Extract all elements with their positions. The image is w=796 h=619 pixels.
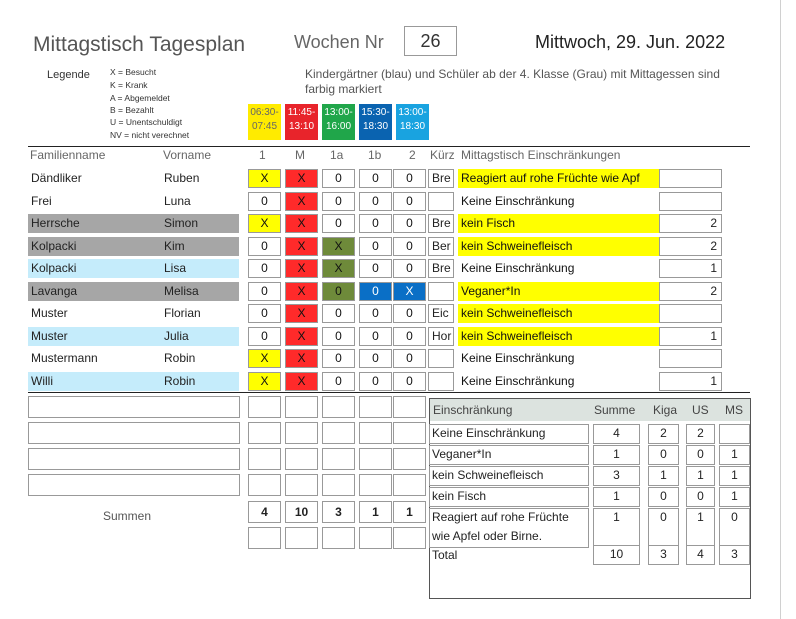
count-cell[interactable]: 1 — [659, 327, 722, 346]
summary-label-border — [429, 487, 589, 507]
time-slot-badge: 11:45-13:10 — [285, 104, 318, 140]
attendance-cell-c1b[interactable]: 0 — [359, 327, 392, 346]
attendance-cell-cM[interactable]: X — [285, 237, 318, 256]
attendance-cell-c2[interactable]: 0 — [393, 237, 426, 256]
col-header-2: 2 — [409, 148, 416, 162]
attendance-cell-c1[interactable]: 0 — [248, 237, 281, 256]
attendance-cell-c1b[interactable]: 0 — [359, 237, 392, 256]
summary-header-einschraenkung: Einschränkung — [433, 403, 513, 417]
header-top-rule — [28, 146, 750, 147]
empty-attendance-cell[interactable] — [248, 448, 281, 470]
total-cell: 10 — [285, 501, 318, 523]
count-cell[interactable]: 2 — [659, 282, 722, 301]
col-header-1b: 1b — [368, 148, 382, 162]
kurz-cell[interactable] — [428, 372, 454, 391]
attendance-cell-c2[interactable]: 0 — [393, 192, 426, 211]
legend-item: B = Bezahlt — [110, 105, 154, 115]
col-header-1: 1 — [259, 148, 266, 162]
summary-total-kiga-cell: 3 — [648, 545, 679, 565]
legend-item: U = Unentschuldigt — [110, 117, 183, 127]
legend-note: Kindergärtner (blau) und Schüler ab der 4. Klasse (Grau) mit Mittagessen sind farbig markiert — [305, 67, 720, 96]
attendance-cell-c1a[interactable]: 0 — [322, 192, 355, 211]
summary-row-label: kein Fisch — [432, 489, 487, 503]
attendance-cell-c2[interactable]: 0 — [393, 327, 426, 346]
empty-total-cell[interactable] — [359, 527, 392, 549]
attendance-cell-c2[interactable]: 0 — [393, 349, 426, 368]
attendance-cell-c1b[interactable]: 0 — [359, 349, 392, 368]
attendance-cell-c2[interactable]: 0 — [393, 214, 426, 233]
attendance-cell-c1b[interactable]: 0 — [359, 282, 392, 301]
col-header-vorname: Vorname — [163, 148, 212, 162]
empty-attendance-cell[interactable] — [359, 396, 392, 418]
attendance-cell-cM[interactable]: X — [285, 259, 318, 278]
summary-us-cell: 2 — [686, 424, 715, 444]
empty-attendance-cell[interactable] — [359, 474, 392, 496]
count-cell[interactable] — [659, 192, 722, 211]
total-cell: 4 — [248, 501, 281, 523]
summary-us-cell: 1 — [686, 466, 715, 486]
col-header-1a: 1a — [330, 148, 344, 162]
attendance-cell-cM[interactable]: X — [285, 169, 318, 188]
summary-kiga-cell: 1 — [648, 466, 679, 486]
empty-attendance-cell[interactable] — [285, 474, 318, 496]
attendance-cell-c1[interactable]: 0 — [248, 259, 281, 278]
attendance-cell-cM[interactable]: X — [285, 327, 318, 346]
first-name-cell[interactable]: Simon — [161, 214, 239, 233]
attendance-cell-c1b[interactable]: 0 — [359, 214, 392, 233]
empty-total-cell[interactable] — [248, 527, 281, 549]
restriction-cell[interactable]: kein Fisch — [458, 214, 659, 233]
attendance-cell-c1[interactable]: 0 — [248, 304, 281, 323]
restriction-cell[interactable]: Veganer*In — [458, 282, 659, 301]
first-name-cell[interactable]: Luna — [164, 193, 191, 208]
restriction-cell[interactable]: kein Schweinefleisch — [458, 304, 659, 323]
empty-attendance-cell[interactable] — [322, 448, 355, 470]
col-header-einschraenkungen: Mittagstisch Einschränkungen — [461, 148, 621, 162]
attendance-cell-cM[interactable]: X — [285, 192, 318, 211]
summary-header-ms: MS — [725, 403, 743, 417]
attendance-cell-c1a[interactable]: X — [322, 259, 355, 278]
summary-row-label: Veganer*In — [432, 447, 492, 461]
summary-ms-cell: 1 — [719, 445, 750, 465]
time-slot-badge: 13:00-18:30 — [396, 104, 429, 140]
attendance-cell-c1a[interactable]: 0 — [322, 327, 355, 346]
summary-label-border — [429, 508, 589, 548]
kurz-cell[interactable] — [428, 282, 454, 301]
summary-kiga-cell: 0 — [648, 508, 679, 548]
first-name-cell[interactable]: Robin — [161, 372, 239, 391]
summary-us-cell: 0 — [686, 487, 715, 507]
empty-attendance-cell[interactable] — [393, 422, 426, 444]
legend-heading: Legende — [47, 69, 90, 81]
attendance-cell-c1a[interactable]: 0 — [322, 372, 355, 391]
attendance-cell-c1b[interactable]: 0 — [359, 372, 392, 391]
empty-attendance-cell[interactable] — [393, 474, 426, 496]
first-name-cell[interactable]: Kim — [161, 237, 239, 256]
kurz-cell[interactable]: Ber — [428, 237, 454, 256]
empty-attendance-cell[interactable] — [322, 396, 355, 418]
summary-label-border — [429, 466, 589, 486]
count-cell[interactable] — [659, 169, 722, 188]
restriction-cell[interactable]: Keine Einschränkung — [461, 193, 575, 208]
first-name-cell[interactable]: Lisa — [161, 259, 239, 278]
summary-total-ms-cell: 3 — [719, 545, 750, 565]
count-cell[interactable]: 2 — [659, 214, 722, 233]
kurz-cell[interactable] — [428, 349, 454, 368]
first-name-cell[interactable]: Ruben — [164, 171, 200, 185]
restriction-cell[interactable]: kein Schweinefleisch — [458, 237, 659, 256]
attendance-cell-c1b[interactable]: 0 — [359, 259, 392, 278]
summary-us-cell: 1 — [686, 508, 715, 548]
totals-label: Summen — [103, 509, 152, 523]
count-cell[interactable] — [659, 349, 722, 368]
empty-attendance-cell[interactable] — [248, 422, 281, 444]
attendance-cell-c1a[interactable]: 0 — [322, 304, 355, 323]
summary-us-cell: 0 — [686, 445, 715, 465]
time-slot-badge: 06:30-07:45 — [248, 104, 281, 140]
empty-attendance-cell[interactable] — [322, 422, 355, 444]
count-cell[interactable] — [659, 304, 722, 323]
kurz-cell[interactable]: Bre — [428, 214, 454, 233]
attendance-cell-c1[interactable]: X — [248, 214, 281, 233]
attendance-cell-c1b[interactable]: 0 — [359, 304, 392, 323]
total-cell: 3 — [322, 501, 355, 523]
time-slot-badge: 13:00-16:00 — [322, 104, 355, 140]
summary-row-label: Reagiert auf rohe Früchte wie Apfel oder Birne. — [432, 510, 569, 543]
attendance-cell-c1[interactable]: X — [248, 349, 281, 368]
family-name-cell[interactable]: Willi — [28, 372, 239, 391]
summary-header-kiga: Kiga — [653, 403, 678, 417]
empty-attendance-cell[interactable] — [322, 474, 355, 496]
attendance-cell-c1[interactable]: X — [248, 169, 281, 188]
first-name-cell[interactable]: Julia — [161, 327, 239, 346]
empty-row-field[interactable] — [28, 422, 240, 444]
empty-attendance-cell[interactable] — [393, 448, 426, 470]
attendance-cell-cM[interactable]: X — [285, 372, 318, 391]
empty-total-cell[interactable] — [322, 527, 355, 549]
attendance-cell-c1a[interactable]: 0 — [322, 282, 355, 301]
summary-ms-cell — [719, 424, 750, 444]
restriction-cell[interactable]: Keine Einschränkung — [461, 351, 575, 365]
summary-label-border — [429, 445, 589, 465]
attendance-cell-c2[interactable]: 0 — [393, 372, 426, 391]
restriction-cell[interactable]: Reagiert auf rohe Früchte wie Apf — [458, 169, 659, 188]
attendance-cell-c1a[interactable]: 0 — [322, 349, 355, 368]
legend-item: NV = nicht verechnet — [110, 130, 190, 140]
col-header-familienname: Familienname — [30, 148, 106, 162]
attendance-cell-c1[interactable]: 0 — [248, 282, 281, 301]
summary-kiga-cell: 2 — [648, 424, 679, 444]
date-display: Mittwoch, 29. Jun. 2022 — [535, 32, 726, 52]
empty-total-cell[interactable] — [285, 527, 318, 549]
count-cell[interactable]: 1 — [659, 259, 722, 278]
attendance-cell-c1[interactable]: X — [248, 372, 281, 391]
total-cell: 1 — [393, 501, 426, 523]
kurz-cell[interactable] — [428, 192, 454, 211]
attendance-cell-c1[interactable]: 0 — [248, 327, 281, 346]
restriction-cell[interactable]: kein Schweinefleisch — [458, 327, 659, 346]
legend-item: A = Abgemeldet — [110, 93, 170, 103]
empty-row-field[interactable] — [28, 474, 240, 496]
empty-row-field[interactable] — [28, 396, 240, 418]
family-name-cell[interactable]: Kolpacki — [28, 237, 239, 256]
week-label: Wochen Nr — [294, 32, 384, 52]
empty-attendance-cell[interactable] — [248, 474, 281, 496]
attendance-cell-cM[interactable]: X — [285, 282, 318, 301]
attendance-cell-cM[interactable]: X — [285, 304, 318, 323]
restriction-cell[interactable]: Keine Einschränkung — [461, 373, 575, 388]
family-name-cell[interactable]: Dändliker — [31, 171, 82, 185]
family-name-cell[interactable]: Kolpacki — [28, 259, 239, 278]
summary-ms-cell: 0 — [719, 508, 750, 548]
summary-label-border — [429, 424, 589, 444]
attendance-cell-c1b[interactable]: 0 — [359, 169, 392, 188]
empty-attendance-cell[interactable] — [359, 422, 392, 444]
summary-ms-cell: 1 — [719, 466, 750, 486]
attendance-cell-c2[interactable]: 0 — [393, 169, 426, 188]
attendance-cell-c1a[interactable]: X — [322, 237, 355, 256]
empty-total-cell[interactable] — [393, 527, 426, 549]
col-header-m: M — [295, 148, 305, 162]
family-name-cell[interactable]: Mustermann — [31, 351, 98, 365]
attendance-cell-c1b[interactable]: 0 — [359, 192, 392, 211]
empty-attendance-cell[interactable] — [285, 396, 318, 418]
kurz-cell[interactable]: Eic — [428, 304, 454, 323]
col-header-kurz: Kürz — [430, 148, 455, 162]
legend-item: K = Krank — [110, 80, 148, 90]
family-name-cell[interactable]: Muster — [28, 327, 239, 346]
empty-attendance-cell[interactable] — [285, 448, 318, 470]
summary-row-label: kein Schweinefleisch — [432, 468, 544, 482]
attendance-cell-c1a[interactable]: 0 — [322, 169, 355, 188]
summary-ms-cell: 1 — [719, 487, 750, 507]
total-cell: 1 — [359, 501, 392, 523]
summary-header-us: US — [692, 403, 709, 417]
summary-header-summe: Summe — [594, 403, 636, 417]
empty-attendance-cell[interactable] — [359, 448, 392, 470]
time-slot-badge: 15:30-18:30 — [359, 104, 392, 140]
attendance-cell-cM[interactable]: X — [285, 349, 318, 368]
attendance-cell-c1a[interactable]: 0 — [322, 214, 355, 233]
attendance-cell-c1[interactable]: 0 — [248, 192, 281, 211]
empty-attendance-cell[interactable] — [285, 422, 318, 444]
family-name-cell[interactable]: Muster — [31, 306, 68, 320]
summary-summe-cell: 1 — [593, 445, 640, 465]
family-name-cell[interactable]: Frei — [31, 193, 52, 208]
week-number-field[interactable]: 26 — [404, 26, 457, 56]
attendance-cell-c2[interactable]: X — [393, 282, 426, 301]
summary-total-summe-cell: 10 — [593, 545, 640, 565]
attendance-cell-c2[interactable]: 0 — [393, 259, 426, 278]
page-title: Mittagstisch Tagesplan — [33, 33, 246, 56]
count-cell[interactable]: 1 — [659, 372, 722, 391]
summary-kiga-cell: 0 — [648, 487, 679, 507]
table-bottom-rule — [28, 392, 750, 393]
summary-summe-cell: 4 — [593, 424, 640, 444]
empty-attendance-cell[interactable] — [248, 396, 281, 418]
kurz-cell[interactable]: Hor — [428, 327, 454, 346]
family-name-cell[interactable]: Herrsche — [28, 214, 239, 233]
summary-summe-cell: 3 — [593, 466, 640, 486]
legend-item: X = Besucht — [110, 67, 157, 77]
summary-summe-cell: 1 — [593, 487, 640, 507]
attendance-cell-cM[interactable]: X — [285, 214, 318, 233]
family-name-cell[interactable]: Lavanga — [28, 282, 239, 301]
empty-row-field[interactable] — [28, 448, 240, 470]
kurz-cell[interactable]: Bre — [428, 169, 454, 188]
kurz-cell[interactable]: Bre — [428, 259, 454, 278]
summary-kiga-cell: 0 — [648, 445, 679, 465]
first-name-cell[interactable]: Melisa — [161, 282, 239, 301]
restriction-cell[interactable]: Keine Einschränkung — [461, 261, 575, 275]
count-cell[interactable]: 2 — [659, 237, 722, 256]
attendance-cell-c2[interactable]: 0 — [393, 304, 426, 323]
first-name-cell[interactable]: Robin — [164, 351, 196, 365]
summary-summe-cell: 1 — [593, 508, 640, 548]
first-name-cell[interactable]: Florian — [164, 306, 201, 320]
empty-attendance-cell[interactable] — [393, 396, 426, 418]
summary-row-label: Keine Einschränkung — [432, 426, 546, 440]
summary-total-label: Total — [432, 548, 458, 562]
summary-total-us-cell: 4 — [686, 545, 715, 565]
